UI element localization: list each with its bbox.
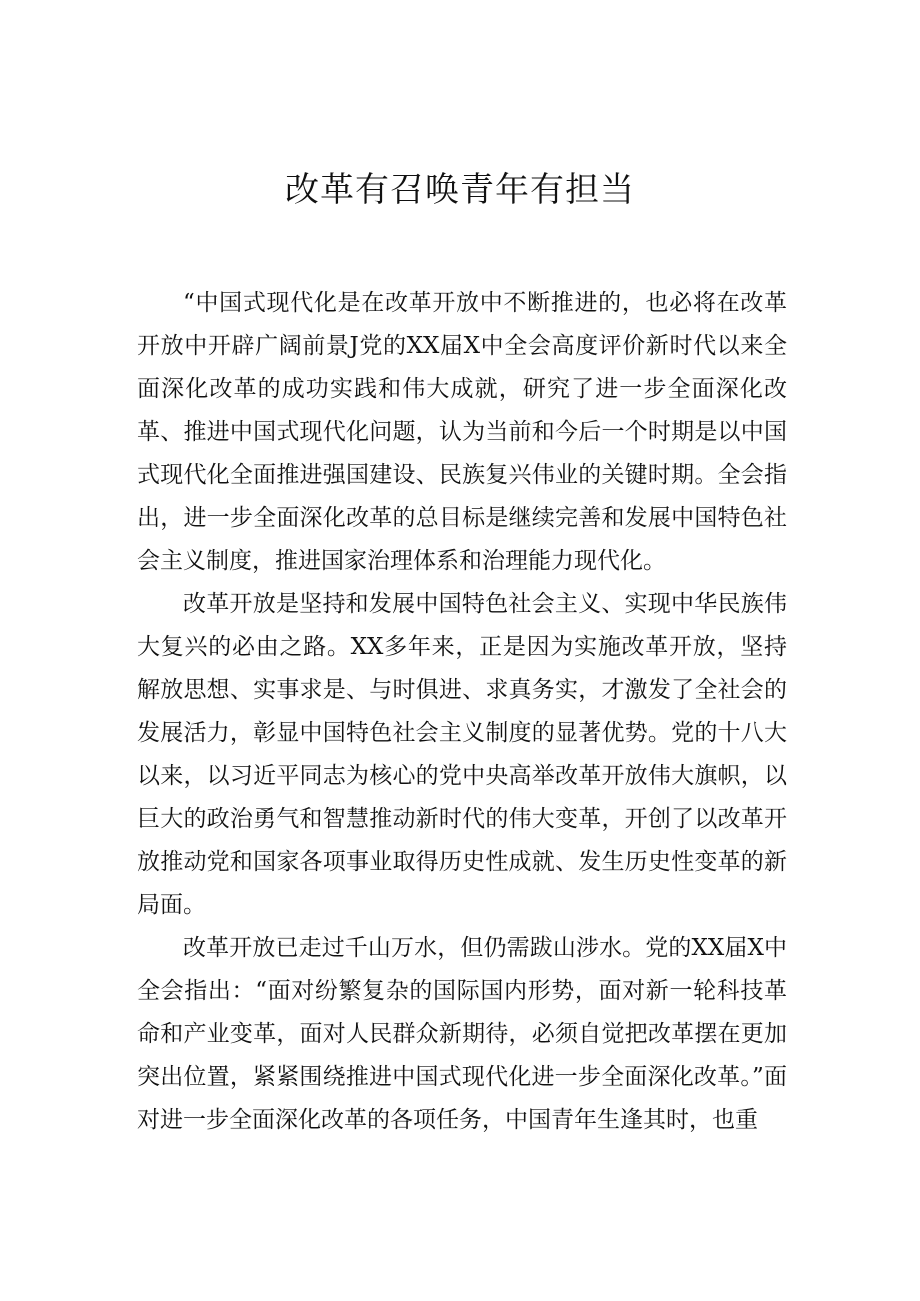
document-title: 改革有召唤青年有担当 (285, 170, 635, 210)
paragraph-1: “中国式现代化是在改革开放中不断推进的，也必将在改革开放中开辟广阔前景J党的XX届X中全会高度评价新时代以来全面深化改革的成功实践和伟大成就，研究了进一步全面深化改革、推进中国式现代化问题，认为当前和今后一个时期是以中国式现代化全面推进强国建设、民族复兴伟业的关键时期。全会指出，进一步全面深化改革的总目标是继续完善和发展中国特色社会主义制度，推进国家治理体系和治理能力现代化。 (137, 290, 787, 574)
document-body (137, 282, 787, 1142)
paragraph-3: 改革开放已走过千山万水，但仍需跋山涉水。党的XX届X中全会指出：“面对纷繁复杂的国际国内形势，面对新一轮科技革命和产业变革，面对人民群众新期待，必须自觉把改革摆在更加突出位置，紧紧围绕推进中国式现代化进一步全面深化改革。”面对进一步全面深化改革的各项任务，中国青年生逢其时，也重 (137, 935, 787, 1133)
paragraph-2: 改革开放是坚持和发展中国特色社会主义、实现中华民族伟大复兴的必由之路。XX多年来，正是因为实施改革开放，坚持解放思想、实事求是、与时俱进、求真务实，才激发了全社会的发展活力，彰显中国特色社会主义制度的显著优势。党的十八大以来，以习近平同志为核心的党中央高举改革开放伟大旗帜，以巨大的政治勇气和智慧推动新时代的伟大变革，开创了以改革开放推动党和国家各项事业取得历史性成就、发生历史性变革的新局面。 (137, 591, 787, 918)
